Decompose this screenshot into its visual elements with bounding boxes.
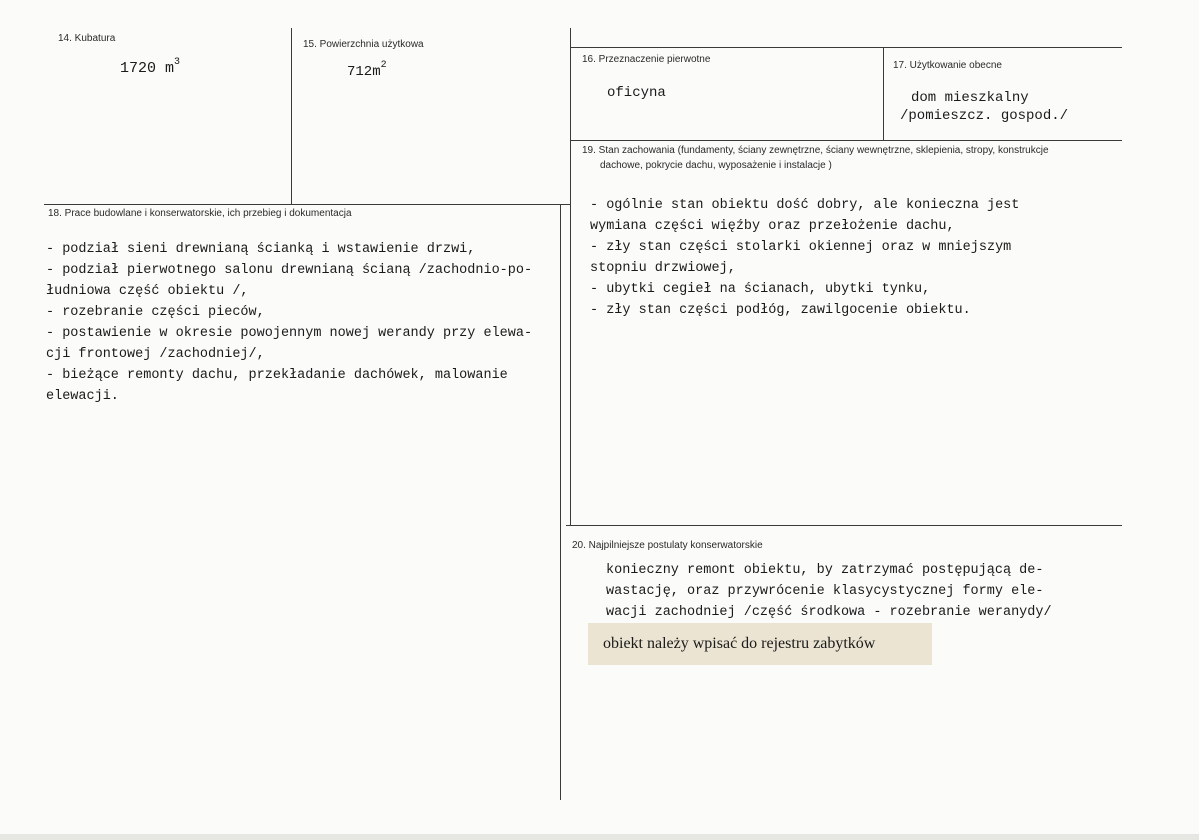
rule-row-20 [566, 525, 1122, 526]
rule-col-15-16 [570, 28, 571, 525]
register-recommendation-stamp: obiekt należy wpisać do rejestru zabytków [588, 623, 932, 665]
postulates-line: wastację, oraz przywrócenie klasycystycznej formy ele- [606, 584, 1044, 599]
works-line: cji frontowej /zachodniej/, [46, 347, 265, 362]
area-number: 712m [347, 64, 381, 80]
cubature-label: 14. Kubatura [58, 33, 116, 44]
works-line: - bieżące remonty dachu, przekładanie dachówek, malowanie [46, 368, 508, 383]
cubature-value [120, 57, 181, 77]
original-use-value: oficyna [607, 85, 666, 101]
cubature-exponent: 3 [174, 57, 181, 68]
current-use-line: dom mieszkalny [911, 90, 1029, 106]
preservation-line: - ubytki cegieł na ścianach, ubytki tynku, [590, 282, 931, 297]
rule-row-17-19 [570, 140, 1122, 141]
works-line: łudniowa część obiektu /, [46, 284, 249, 299]
preservation-line: wymiana części więźby oraz przełożenie dachu, [590, 219, 955, 234]
preservation-line: - zły stan części stolarki okiennej oraz w mniejszym [590, 240, 1012, 255]
cubature-number: 1720 m [120, 60, 175, 77]
current-use-line: /pomieszcz. gospod./ [900, 108, 1069, 124]
works-line: - podział sieni drewnianą ścianką i wstawienie drzwi, [46, 242, 476, 257]
works-label: 18. Prace budowlane i konserwatorskie, ich przebieg i dokumentacja [48, 208, 352, 219]
works-list [46, 242, 532, 410]
postulates-line: wacji zachodniej /część środkowa - rozebranie weranydy/ [606, 605, 1052, 620]
preservation-label-cont: dachowe, pokrycie dachu, wyposażenie i instalacje ) [600, 160, 832, 171]
preservation-line: - zły stan części podłóg, zawilgocenie obiektu. [590, 303, 971, 318]
page-bottom-edge [0, 834, 1199, 840]
rule-top-right [570, 47, 1122, 48]
rule-col-18-right [560, 204, 561, 800]
rule-row-18 [44, 204, 571, 205]
postulates-list [606, 563, 1052, 626]
original-use-label: 16. Przeznaczenie pierwotne [582, 54, 711, 65]
works-line: elewacji. [46, 389, 119, 404]
area-label: 15. Powierzchnia użytkowa [303, 39, 424, 50]
works-line: - podział pierwotnego salonu drewnianą ścianą /zachodnio-po- [46, 263, 533, 278]
rule-col-14-15 [291, 28, 292, 204]
current-use-label: 17. Użytkowanie obecne [893, 60, 1002, 71]
area-exponent: 2 [380, 60, 387, 72]
rule-col-16-17 [883, 47, 884, 140]
preservation-line: stopniu drzwiowej, [590, 261, 736, 276]
postulates-label: 20. Najpilniejsze postulaty konserwatorskie [572, 540, 763, 551]
preservation-list [590, 198, 1019, 324]
works-line: - rozebranie części pieców, [46, 305, 265, 320]
preservation-label: 19. Stan zachowania (fundamenty, ściany zewnętrzne, ściany wewnętrzne, sklepienia, stropy, konstrukcje [582, 145, 1049, 156]
area-value [347, 60, 387, 80]
works-line: - postawienie w okresie powojennym nowej werandy przy elewa- [46, 326, 533, 341]
preservation-line: - ogólnie stan obiektu dość dobry, ale konieczna jest [590, 198, 1020, 213]
postulates-line: konieczny remont obiektu, by zatrzymać postępującą de- [606, 563, 1044, 578]
